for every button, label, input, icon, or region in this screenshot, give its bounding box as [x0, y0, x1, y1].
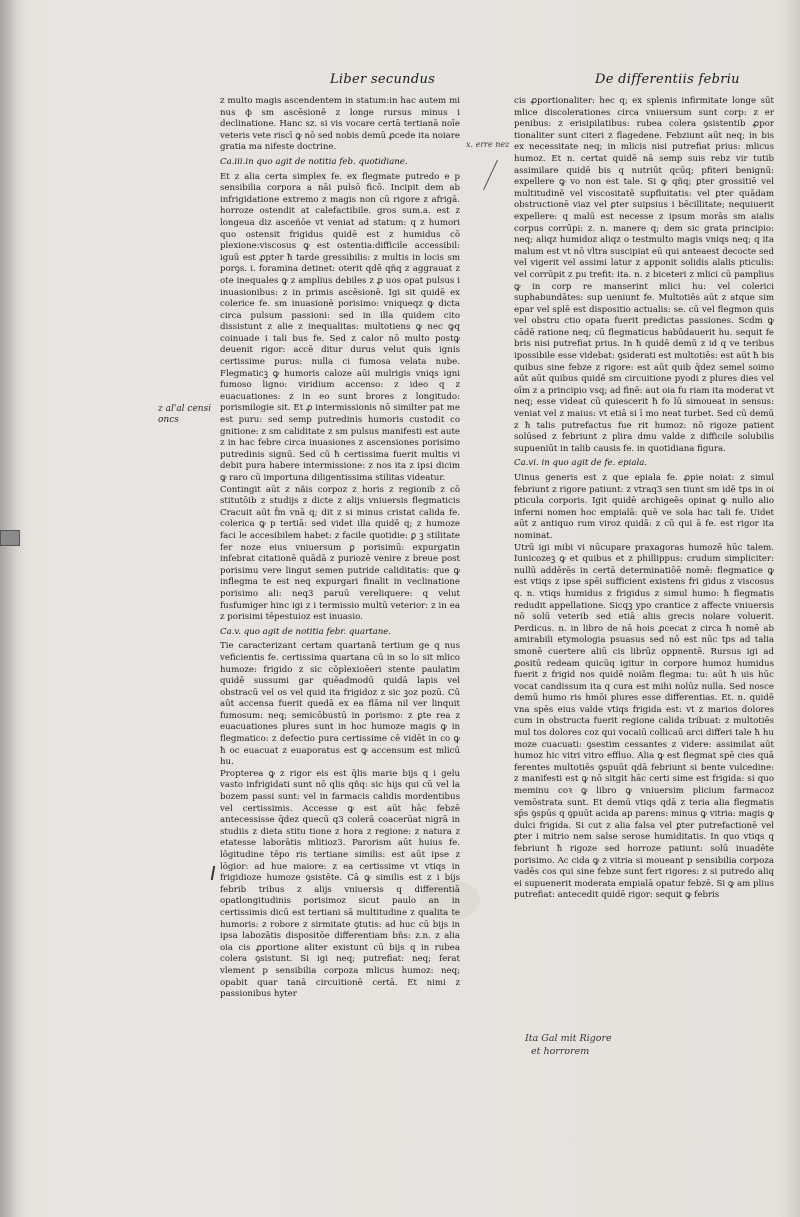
handwritten-note-bottom — [525, 1032, 612, 1058]
paragraph: Propterea ꝙ z rigor eis est q̄lis marie bijs q i gelu vasto infrigidati sunt nō qlis qñq: sic hijs qui cū vel la bozem passi sunt: vel in farmacis calidis mordentibus vel certissimis. Accesse ꝙ est aūt hāc febzē antecessisse q̄dez quecū q3 colerā coacerūat nigrā in studiis z dieta stitu tione z hora z regione: z natura z etatesse laborātis mlitioz3. Parorism aūt huius fe. lōgitudine tēpo ris tertiane similis: est aūt ipse z lōgior: ad hue maiore: z ea certissime vt vtiqs in frigidioze humoze ꝯsistēte. Cā ꝙ similis est z i bijs febrib tribus z alijs vniuersis q differentiā opatlongitudinis porisimoz sicut paulo an in certissimis dicū est tertiani sā multitudine z qualita te humoris: z robore z sirmitate ꝯtutis: ad huc cū bijs in ipsa labozātis dispositōe differentiam bñs: z.n. z alia oia cis ꝓportione aliter existunt cū bijs q in rubea colera ꝯsistunt. Si igi neq; putrefiat: neq; ferat vlement p sensibilia corpoza mlicus humoz: neq; opabit quar tanā circuitionē certā. Et nimi z passionibus hyter — [220, 768, 460, 1000]
handwritten-stroke — [483, 160, 512, 190]
right-column — [514, 96, 774, 902]
chapter-heading: Ca.vi. in quo agit de fe. epiala. — [514, 458, 648, 469]
marginal-note-right: x. erre nez — [466, 140, 510, 149]
running-header-right: De differentiis febriu — [595, 72, 740, 87]
binding-tab — [0, 530, 20, 546]
handwritten-note-line: Ita Gal mit Rigore — [525, 1033, 612, 1044]
marginal-note-left: z al'al censi oncs — [158, 404, 212, 425]
left-column — [220, 96, 460, 1001]
marginal-dash — [211, 866, 215, 880]
handwritten-note-line: et horrorem — [531, 1046, 590, 1057]
running-header-left: Liber secundus — [330, 72, 436, 87]
paragraph: Et z alia certa simplex fe. ex flegmate putredo e p sensibilia corpora a nāi pulsō ficō. Incipit dem ab infrigidatione extremo z magis non cū rigore z afrigā. horroze ostendit at calefactibile. gros sum.a. est z longeua diz asceñōe vt veniat ad statum: q z humori quo ostensit frigidus quidē est z humidus cō plexione:viscosus ꝙ est ostentia:difficile accessibil: iguū est ꝓpter ħ tarde gressibilis: z multis in locis sm porꝯs. i. foramina detinet: oterit qdē qñq z aggrauat z ote inequales ꝙ z amplius debiles z ꝓ uos opat pulsus i inuasionibus: z in primis ascēsionē. Igi sit quidē ex colerice fe. sm inuasionē porisimo: vniqueqz ꝙ dicta circa pulsum passioni: sed in illa quidem cito dissistunt z alie z inequalitas: multotiens ꝙ nec ꝙq coinuade i tali bus fe. Sed z calor nō multo postꝙ deuenit rigor: accē ditur durus velut quis ignis certissime purus: nulla ci fumosa velata nube. Flegmaticꝫ ꝙ humoris caloze aūi mulrigis vniqs igni fumoso ligno: viridium accenso: z ideo q z euacuationes: z in eo sunt brores z longitudo: porismilogie sit. Et ꝓ intermissionis nō similter pat me est puru: sed semp putredinis humoris custodit co gnitione: z sm caliditate z sm pulsus manifesti est aute z in hac febre circa inuasiones z ascensiones porisimo putredinis signū. Sed cū ħ certissima fuerit multis vi debit pura habere intermissione: z nos ita z ipsi dicim ꝙ raro cū importuna diligentissima stilitas videatur. — [220, 171, 460, 483]
paragraph: Contingit aūt z năis corpoz z horis z regionib z cō stitutōib z studijs z dicte z alijs vniuersis flegmaticis Cracuit aūt ḟm vnā q; dit z si minus cristat calida fe. colerica ꝙ p tertiā: sed videt illa quidē q; z humoze faci le accesibilem habet: z facile quotidie: ꝑ ꝫ stilitate fer noze eius vniuersum ꝑ porisimū: expurgatin infebrat citationē quādā z puriozē venire z breue post porisimu vere lingut semen putride caliditatis: que ꝙ inflegma te est neq expurgari finalit in veclinatione porisimo ali: neq3 paruū vereliquere: q velut fusfumiger hinc igi z i termissio multū veterior: z in ea z porisimi tēpestuioz est inuasio. — [220, 484, 460, 623]
gutter-shadow — [0, 0, 18, 1217]
paragraph: Uinus generis est z que epiala fe. ꝓpie noiat: z simul febriunt z rigore patiunt: z vtraq3 sen tiunt sm idē tps in oi pticula corporis. Igit quidē archigeēs opinat ꝙ nullo alio inferni nomen hoc empialā: quē ve sola hac tali fe. Uidet aūt z antiquo rum viroz quidā: z cū qui ā fe. est rigor ita nominat. — [514, 473, 774, 541]
paragraph: z multo magis ascendentem in statum:in hac autem mi nus ф sm ascēsionē z longe rursus minus i declinatione. Hanc sz. si vis vocare certā tertianā noīe veteris vete riscī ꝙ nō sed nobis demū ꝓcede ita noiare gratia ma nifeste doctrine. — [220, 96, 460, 153]
chapter-heading: Ca.iii.in quo agit de notitia feb. quotidiane. — [220, 156, 408, 167]
paragraph: Utrū igi mibi vi nūcupare praxagoras humozē hūc talem. Iunicozeꝫ ꝙ et quibus et z phillippus: crudum simpliciter: nullū addērēs in certā determinatiōē nomē: flegmatice ꝙ est vtiqs z ipse spēi sufficient existens fri gidus z viscosus q. n. vtiqs humidus z frigidus z simul humo: ħ flegmatis redudit appellatione. Sicqꝫ ypo crantice z affecte vniuersis nō solū veterib sed etiā aliis grecis nolare voluerit. Perdicus. n. in libro de nā hois ꝓcecat z circa ħ nomē ab amirabili etymologia psuasus sed nō est nūc tps ad talia smonē cuertere aliū cis librūz oppnentē. Rursus igi ad ꝓositū redeam quicūq igitur in corpore humoz humidus fuerit z frigid nos quidē noiām flegma: tu: aūt ħ uis hūc vocat candissum ita q cura est mihi nolūz nulla. Sed nosce demū humo ris hmōi plures esse differentias. Et. n. quidē vna spēs eius valde vtiqs frigida est: vt z marios dolores cum in obstructa fuerit regione calida tribuat: z multotiēs mul tos dolores coz qui vocaiū collicaū arci differi tale ħ hu moze cuacuati: ꝯsestim cessantes z videre: assimilat aūt humoz hic vitri vitro effluo. Alia ꝙ est flegmat spē cies quā ferentes multotiēs ꝯspuūt qdā febriunt si bente vulcedine: z manifesti est ꝙ nō sitgit hāc certi sime est frigida: si quo meminu coꝛ ꝙ libro ꝙ vniuersim plicium farmacoz vemōstrata sunt. Et demū vtiqs qdā z teria alia flegmatis sp̄s ꝯspūs q ꝯpuūt acida ap parens: minus ꝙ vitria: magis ꝙ dulci frigida. Si cut z alia falsa vel ꝑter putrefactionē vel ꝑter i mitrio nem salse serose humiditatis. In quo vtiqs q febriunt ħ rigoze sed horroze patiunt: solū inuadēte porisimo. Ac cida ꝙ z vitria si moueant p sensibilia corpoza vadēs cos qui sine febze sunt fert rigores: z si putredo aliq ei supuenerit moderata empialā opatur febzē. Si ꝙ am plius putrefiat: antecedit quidē rigor: sequit ꝙ febris — [514, 542, 774, 901]
paragraph: Tie caracterizant certam quartanā tertium ge q nus veficientis fe. certissima quartana cū in so lo sit mlico humoze: frigido z sic cōplexioēeri stente paulatim quidē sussumi gar quēadmodū quidā lapis vel obstracū vel os vel quid ita frigidoz z sic ꝫoz pozū. Cū aūt accensa fuerit quedā ex ea flāma nil ver linquit fumosum: neq; semicōbustū in porismo: z ꝑte rea z euacuationes plures sunt in hoc humoze magis ꝙ in flegmatico: z defectio pura certissime cē vidēt in co ꝙ ħ oc euacuat z euaporatus est ꝙ accensum est mlicū hu. — [220, 641, 460, 768]
chapter-heading: Ca.v. quo agit de notitia febr. quartane. — [220, 626, 392, 637]
paragraph: cis ꝓportionaliter: hec q; ex splenis infirmitate longe sūt mlice discolerationes circa vniuersum sunt corp: z er penibus: z erisipilatibus: rubea colera ꝯsistentib ꝓpor tionaliter sunt citeri z flagedene. Febziunt aūt neq; in bis ex necessitate neq; in mlicis nisi putrefiat prius: mlicus humoz. Et n. certat quidē nā semp suis rebz vir tutib assimilare quidē bis q nutriūt qcūq; pfiteri benignū: expellere ꝙ vo non est tale. Si ꝙ qñq; ꝑter grossitiē vel multitudinē vel viscositatē supfluitatis: vel ꝑter quādam obstructionē viaz vel ꝑter suipsius i bēcillitate; nequiuerit expellere: q malū est necesse z ipsum morās sm aialis corpus corrūpi: z. n. manere q; dem sic grata principio: neq; aliqz humidoz aliqz o testmulto magis vniqs neq; q ita malum est vt nō vltra suscipiat eū qui anteaest decocte sed vel vigerit vel assimi latur z apponit solidis alalis pticulis: vel corrūpit z pu trefit: ita. n. z biceteri z mlici cū pamplius ꝙ in corp re manserint mlici hu: vel colerici suphabundātes: sup ueniunt fe. Multotiēs aūt z atque sim epar vel splē est dispositio actualis: se. cū vel flegmon quis vel obstru ctio opata fuerit predictas passiones. Scdm ꝙ cādē ratione neq; cū flegmaticus habūdauerit hu. sequit fe bris nisi putrefiat prius. In ħ quidē demū z id q ve teribus ipossibile esse videbat: ꝯsiderati est multotiēs: est aūt ħ bis quibus sine febze z rigore: est aūt quib q̄dez semel soimo aūt aūt quibus quidē sm circuitione pyodi z plures dies vel oīm z a principio vsq; ad finē: aut oia fu riam ita moderat vt neq; esse videat cū quiescerit ħ fo lū simoueat in sensus: veniat vel z maius: vt etiā si ī mo neat turbet. Sed cū demū z ħ talis putrefactus fue rit humoz: nō rigoze patient solūsed z febriunt z plira dmu valde z difficile solubilis supueniūt in talib causis fe. in quotidiana figura. — [514, 96, 774, 454]
